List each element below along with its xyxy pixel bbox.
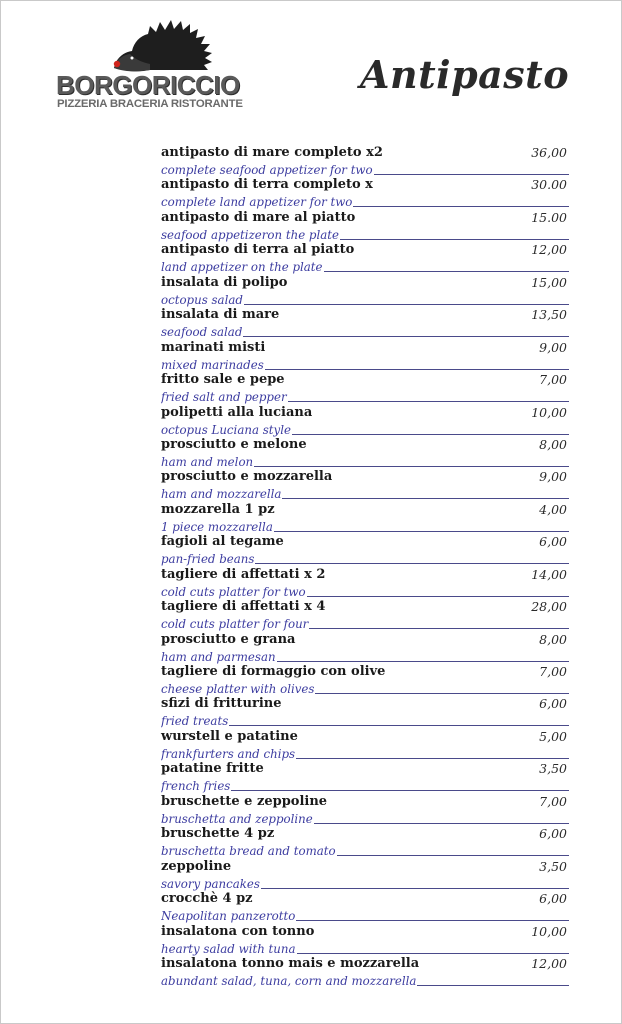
- menu-item-header: [161, 761, 569, 778]
- menu-item: [161, 534, 569, 566]
- menu-item-translation: Neapolitan panzerotto: [161, 909, 296, 924]
- menu-item: [161, 502, 569, 534]
- menu-item: [161, 242, 569, 274]
- menu-item-price: 14,00: [531, 566, 567, 582]
- menu-item-price: 7,00: [539, 793, 567, 809]
- menu-item-translation: octopus salad: [161, 292, 243, 307]
- menu-item-name: antipasto di mare al piatto: [161, 209, 356, 225]
- hedgehog-icon: [110, 18, 245, 74]
- menu-item-header: [161, 242, 569, 259]
- menu-item-price: 13,50: [531, 307, 567, 323]
- menu-item-translation: fried treats: [161, 714, 229, 729]
- menu-item-header: [161, 210, 569, 227]
- menu-item-header: [161, 405, 569, 422]
- menu-item: [161, 632, 569, 664]
- menu-item: [161, 956, 569, 988]
- menu-item-translation: pan-fried beans: [161, 552, 255, 567]
- menu-item-translation: complete land appetizer for two: [161, 195, 353, 210]
- menu-item-price: 30.00: [531, 177, 567, 193]
- underline-rule: [255, 563, 569, 564]
- menu-item-header: [161, 956, 569, 973]
- underline-rule: [277, 661, 569, 662]
- menu-item-translation: ham and parmesan: [161, 649, 276, 664]
- menu-item-translation-row: [161, 811, 569, 826]
- menu-item-translation-row: [161, 843, 569, 858]
- menu-item-name: mozzarella 1 pz: [161, 501, 275, 517]
- menu-item: [161, 372, 569, 404]
- underline-rule: [292, 434, 569, 435]
- menu-item-price: 6,00: [539, 534, 567, 550]
- menu-item-price: 8,00: [539, 436, 567, 452]
- menu-item: [161, 696, 569, 728]
- menu-item-name: marinati misti: [161, 339, 266, 355]
- menu-item-name: antipasto di terra al piatto: [161, 242, 355, 258]
- menu-item: [161, 794, 569, 826]
- menu-item-name: zeppoline: [161, 858, 232, 874]
- menu-item-header: [161, 826, 569, 843]
- menu-item-translation-row: [161, 194, 569, 209]
- menu-item-price: 28,00: [531, 599, 567, 615]
- underline-rule: [374, 174, 569, 175]
- underline-rule: [282, 498, 569, 499]
- underline-rule: [417, 985, 569, 986]
- menu-item-translation-row: [161, 389, 569, 404]
- menu-item-translation: frankfurters and chips: [161, 746, 296, 761]
- menu-item-translation-row: [161, 162, 569, 177]
- underline-rule: [229, 725, 569, 726]
- menu-item-translation: cold cuts platter for four: [161, 617, 309, 632]
- menu-item-name: polipetti alla luciana: [161, 404, 313, 420]
- menu-item-translation-row: [161, 616, 569, 631]
- menu-item-header: [161, 307, 569, 324]
- menu-item-translation: bruschetta and zeppoline: [161, 811, 313, 826]
- menu-item-translation: ham and mozzarella: [161, 487, 282, 502]
- menu-item-translation-row: [161, 551, 569, 566]
- menu-item-translation-row: [161, 324, 569, 339]
- menu-item-header: [161, 632, 569, 649]
- menu-item-price: 4,00: [539, 501, 567, 517]
- menu-item-translation-row: [161, 357, 569, 372]
- menu-item-name: fritto sale e pepe: [161, 372, 285, 388]
- menu-item: [161, 826, 569, 858]
- underline-rule: [340, 239, 569, 240]
- menu-item-translation: seafood appetizeron the plate: [161, 227, 340, 242]
- menu-item-translation: mixed marinades: [161, 357, 264, 372]
- menu-item-translation: abundant salad, tuna, corn and mozzarella: [161, 973, 417, 988]
- underline-rule: [261, 888, 569, 889]
- menu-item-name: prosciutto e grana: [161, 631, 296, 647]
- page-title: Antipasto: [360, 52, 570, 97]
- menu-item-price: 6,00: [539, 891, 567, 907]
- menu-item-price: 7,00: [539, 372, 567, 388]
- menu-item-header: [161, 891, 569, 908]
- menu-item-price: 9,00: [539, 469, 567, 485]
- menu-item-header: [161, 275, 569, 292]
- underline-rule: [314, 823, 569, 824]
- menu-item-name: prosciutto e mozzarella: [161, 469, 333, 485]
- menu-item: [161, 761, 569, 793]
- menu-item-header: [161, 372, 569, 389]
- menu-item-translation: octopus Luciana style: [161, 422, 291, 437]
- menu-item-price: 12,00: [531, 242, 567, 258]
- menu-item-header: [161, 340, 569, 357]
- restaurant-logo: [56, 18, 276, 118]
- menu-item-translation-row: [161, 259, 569, 274]
- menu-item-header: [161, 696, 569, 713]
- menu-item-translation: hearty salad with tuna: [161, 941, 296, 956]
- menu-item-name: fagioli al tegame: [161, 534, 284, 550]
- menu-item-translation: savory pancakes: [161, 876, 260, 891]
- menu-item-translation-row: [161, 681, 569, 696]
- menu-item-translation-row: [161, 422, 569, 437]
- menu-item-name: antipasto di mare completo x2: [161, 145, 383, 160]
- menu-item-price: 12,00: [531, 955, 567, 971]
- menu-item: [161, 177, 569, 209]
- menu-item-translation-row: [161, 584, 569, 599]
- menu-item: [161, 275, 569, 307]
- menu-item-name: insalatona con tonno: [161, 923, 315, 939]
- menu-item: [161, 405, 569, 437]
- menu-item-header: [161, 859, 569, 876]
- underline-rule: [254, 466, 569, 467]
- menu-item-translation: fried salt and pepper: [161, 390, 287, 405]
- menu-item-translation-row: [161, 778, 569, 793]
- underline-rule: [231, 790, 569, 791]
- menu-item-name: bruschette 4 pz: [161, 826, 275, 842]
- menu-item-name: insalata di mare: [161, 307, 280, 323]
- menu-item-header: [161, 729, 569, 746]
- menu-item-price: 36,00: [531, 145, 567, 160]
- menu-item-translation: bruschetta bread and tomato: [161, 844, 336, 859]
- menu-item-translation: complete seafood appetizer for two: [161, 163, 373, 177]
- menu-item-header: [161, 437, 569, 454]
- menu-item: [161, 924, 569, 956]
- underline-rule: [288, 401, 569, 402]
- menu-item-price: 8,00: [539, 631, 567, 647]
- menu-item-name: tagliere di formaggio con olive: [161, 664, 386, 679]
- menu-item-price: 3,50: [539, 761, 567, 777]
- underline-rule: [337, 855, 569, 856]
- menu-item: [161, 729, 569, 761]
- menu-item-translation: cheese platter with olives: [161, 682, 315, 696]
- hedgehog-nose: [114, 61, 120, 67]
- menu-item-header: [161, 599, 569, 616]
- menu-item-translation-row: [161, 519, 569, 534]
- menu-item: [161, 145, 569, 177]
- underline-rule: [315, 693, 569, 694]
- menu-item: [161, 307, 569, 339]
- menu-item-translation-row: [161, 227, 569, 242]
- menu-item-name: patatine fritte: [161, 761, 264, 777]
- menu-item: [161, 891, 569, 923]
- menu-item-name: bruschette e zeppoline: [161, 793, 328, 809]
- menu-item-name: insalata di polipo: [161, 274, 288, 290]
- menu-item-price: 15,00: [531, 274, 567, 290]
- menu-item-price: 3,50: [539, 858, 567, 874]
- menu-item-translation-row: [161, 486, 569, 501]
- menu-item-name: crocchè 4 pz: [161, 891, 253, 907]
- menu-item-header: [161, 534, 569, 551]
- menu-item: [161, 567, 569, 599]
- menu-item-name: tagliere di affettati x 4: [161, 599, 326, 615]
- menu-item-price: 10,00: [531, 923, 567, 939]
- menu-item-name: wurstell e patatine: [161, 728, 298, 744]
- menu-item-translation-row: [161, 973, 569, 988]
- menu-item-translation: 1 piece mozzarella: [161, 519, 273, 534]
- underline-rule: [324, 271, 569, 272]
- menu-item-price: 6,00: [539, 696, 567, 712]
- menu-item-header: [161, 502, 569, 519]
- menu-item: [161, 210, 569, 242]
- underline-rule: [353, 206, 569, 207]
- menu-item-translation: french fries: [161, 779, 231, 794]
- underline-rule: [243, 336, 569, 337]
- underline-rule: [244, 304, 569, 305]
- menu-item-header: [161, 567, 569, 584]
- menu-item-header: [161, 794, 569, 811]
- menu-item: [161, 664, 569, 696]
- menu-item-translation: seafood salad: [161, 325, 243, 340]
- underline-rule: [296, 758, 569, 759]
- underline-rule: [309, 628, 569, 629]
- menu-item-translation-row: [161, 454, 569, 469]
- brand-name: BORGORICCIO: [56, 70, 240, 100]
- menu-item-name: antipasto di terra completo x: [161, 177, 373, 193]
- menu-item-translation-row: [161, 746, 569, 761]
- underline-rule: [296, 920, 569, 921]
- menu-item-translation-row: [161, 908, 569, 923]
- menu-item-price: 15.00: [531, 209, 567, 225]
- menu-item-name: insalatona tonno mais e mozzarella: [161, 955, 420, 971]
- menu-item: [161, 859, 569, 891]
- menu-item-translation-row: [161, 876, 569, 891]
- menu-item-header: [161, 177, 569, 194]
- underline-rule: [274, 531, 569, 532]
- menu-item: [161, 469, 569, 501]
- menu-item-translation: ham and melon: [161, 454, 254, 469]
- menu-item-translation-row: [161, 292, 569, 307]
- menu-item-price: 9,00: [539, 339, 567, 355]
- menu-item-price: 5,00: [539, 728, 567, 744]
- menu-item-name: tagliere di affettati x 2: [161, 566, 326, 582]
- brand-subtitle: PIZZERIA BRACERIA RISTORANTE: [57, 98, 243, 110]
- menu-list: [161, 145, 569, 988]
- menu-item: [161, 340, 569, 372]
- menu-item-translation-row: [161, 713, 569, 728]
- menu-item-header: [161, 469, 569, 486]
- underline-rule: [307, 596, 569, 597]
- menu-item: [161, 437, 569, 469]
- menu-item-header: [161, 145, 569, 162]
- menu-item-price: 6,00: [539, 826, 567, 842]
- menu-item-header: [161, 924, 569, 941]
- underline-rule: [265, 369, 569, 370]
- menu-item-translation: cold cuts platter for two: [161, 584, 306, 599]
- menu-item: [161, 599, 569, 631]
- menu-item-price: 10,00: [531, 404, 567, 420]
- menu-item-translation: land appetizer on the plate: [161, 260, 323, 275]
- menu-item-name: prosciutto e melone: [161, 436, 307, 452]
- underline-rule: [297, 953, 569, 954]
- menu-item-name: sfizi di fritturine: [161, 696, 282, 712]
- menu-item-translation-row: [161, 649, 569, 664]
- menu-item-header: [161, 664, 569, 681]
- menu-item-price: 7,00: [539, 664, 567, 679]
- menu-item-translation-row: [161, 941, 569, 956]
